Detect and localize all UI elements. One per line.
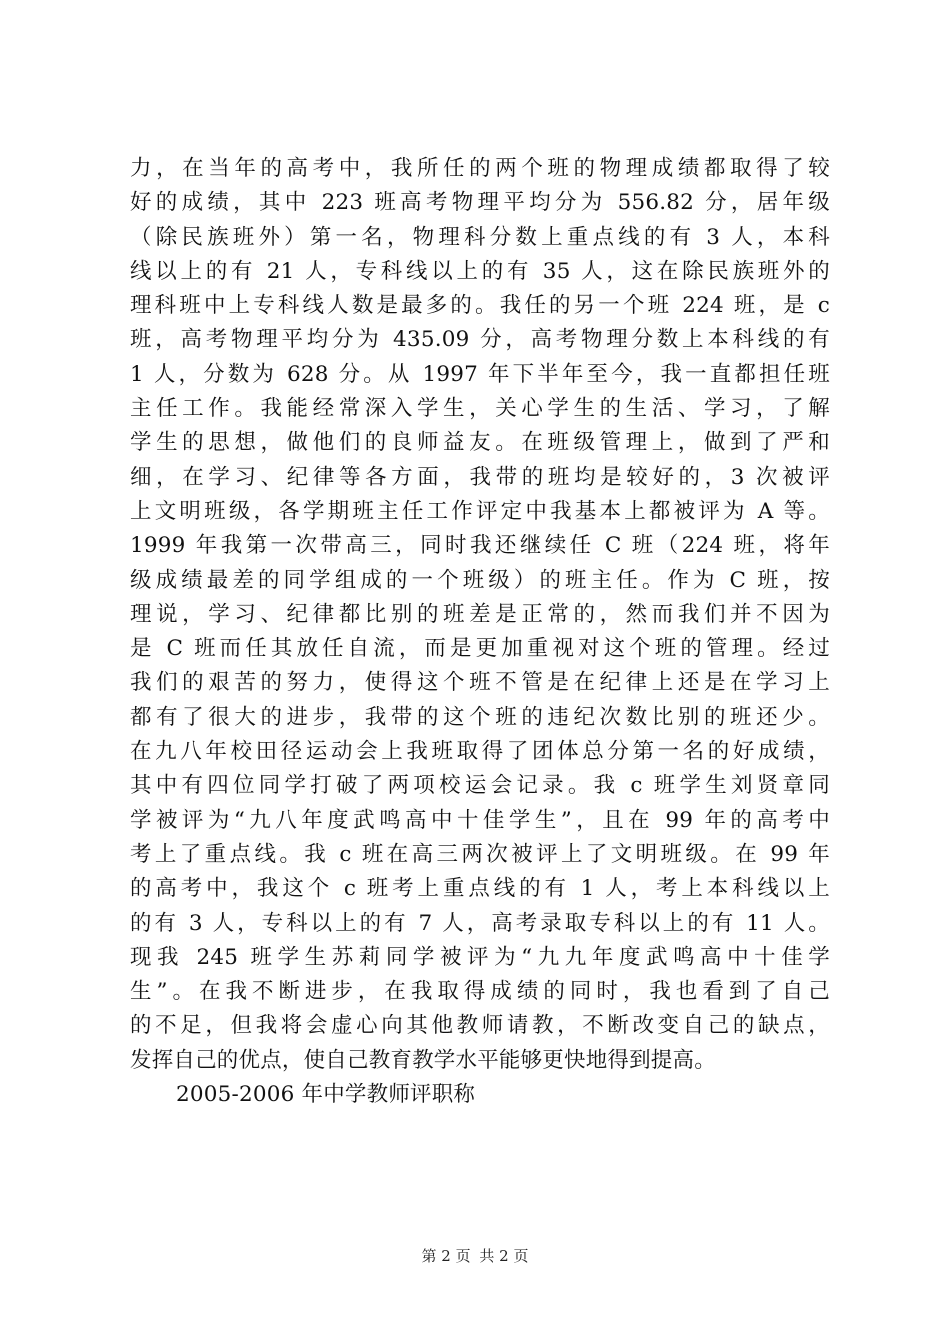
document-title-line: 2005-2006 年中学教师评职称 <box>176 1082 476 1108</box>
text-line: 好的成绩，其中 223 班高考物理平均分为 556.82 分，居年级 <box>130 190 830 216</box>
text-line: 现我 245 班学生苏莉同学被评为“九九年度武鸣高中十佳学 <box>130 944 830 970</box>
text-line: 学生的思想，做他们的良师益友。在班级管理上，做到了严和 <box>130 430 830 456</box>
text-line: 的有 3 人，专科以上的有 7 人，高考录取专科以上的有 11 人。 <box>130 910 830 936</box>
text-line: 1999 年我第一次带高三，同时我还继续任 C 班（224 班，将年 <box>130 533 830 559</box>
page-footer <box>0 1245 950 1266</box>
text-line: 学被评为“九八年度武鸣高中十佳学生”，且在 99 年的高考中 <box>130 807 830 833</box>
body-text <box>130 152 830 1112</box>
text-line: 都有了很大的进步，我带的这个班的违纪次数比别的班还少。 <box>130 704 830 730</box>
text-line: 是 C 班而任其放任自流，而是更加重视对这个班的管理。经过 <box>130 636 830 662</box>
text-line: 主任工作。我能经常深入学生，关心学生的生活、学习，了解 <box>130 396 830 422</box>
text-line: 1 人，分数为 628 分。从 1997 年下半年至今，我一直都担任班 <box>130 361 830 387</box>
text-line: 的不足，但我将会虚心向其他教师请教，不断改变自己的缺点， <box>130 1013 830 1039</box>
text-line: 级成绩最差的同学组成的一个班级）的班主任。作为 C 班，按 <box>130 567 830 593</box>
text-line: 生”。在我不断进步，在我取得成绩的同时，我也看到了自己 <box>130 979 830 1005</box>
text-line: 考上了重点线。我 c 班在高三两次被评上了文明班级。在 99 年 <box>130 841 830 867</box>
text-line: （除民族班外）第一名，物理科分数上重点线的有 3 人，本科 <box>130 224 830 250</box>
text-line: 的高考中，我这个 c 班考上重点线的有 1 人，考上本科线以上 <box>130 876 830 902</box>
page-total: 共 2 页 <box>479 1247 529 1265</box>
text-line: 力，在当年的高考中，我所任的两个班的物理成绩都取得了较 <box>130 156 830 181</box>
text-line: 其中有四位同学打破了两项校运会记录。我 c 班学生刘贤章同 <box>130 773 830 799</box>
text-line: 理说，学习、纪律都比别的班差是正常的，然而我们并不因为 <box>130 601 830 627</box>
page-number: 第 2 页 <box>421 1247 471 1265</box>
text-line: 理科班中上专科线人数是最多的。我任的另一个班 224 班，是 c <box>130 293 830 319</box>
text-line: 细，在学习、纪律等各方面，我带的班均是较好的，3 次被评 <box>130 464 830 490</box>
text-line: 线以上的有 21 人，专科线以上的有 35 人，这在除民族班外的 <box>130 258 830 284</box>
text-line: 在九八年校田径运动会上我班取得了团体总分第一名的好成绩， <box>130 739 830 765</box>
text-line: 我们的艰苦的努力，使得这个班不管是在纪律上还是在学习上 <box>130 670 830 696</box>
text-line: 发挥自己的优点，使自己教育教学水平能够更快地得到提高。 <box>130 1047 716 1073</box>
text-line: 班，高考物理平均分为 435.09 分，高考物理分数上本科线的有 <box>130 327 830 353</box>
text-line: 上文明班级，各学期班主任工作评定中我基本上都被评为 A 等。 <box>130 498 830 524</box>
